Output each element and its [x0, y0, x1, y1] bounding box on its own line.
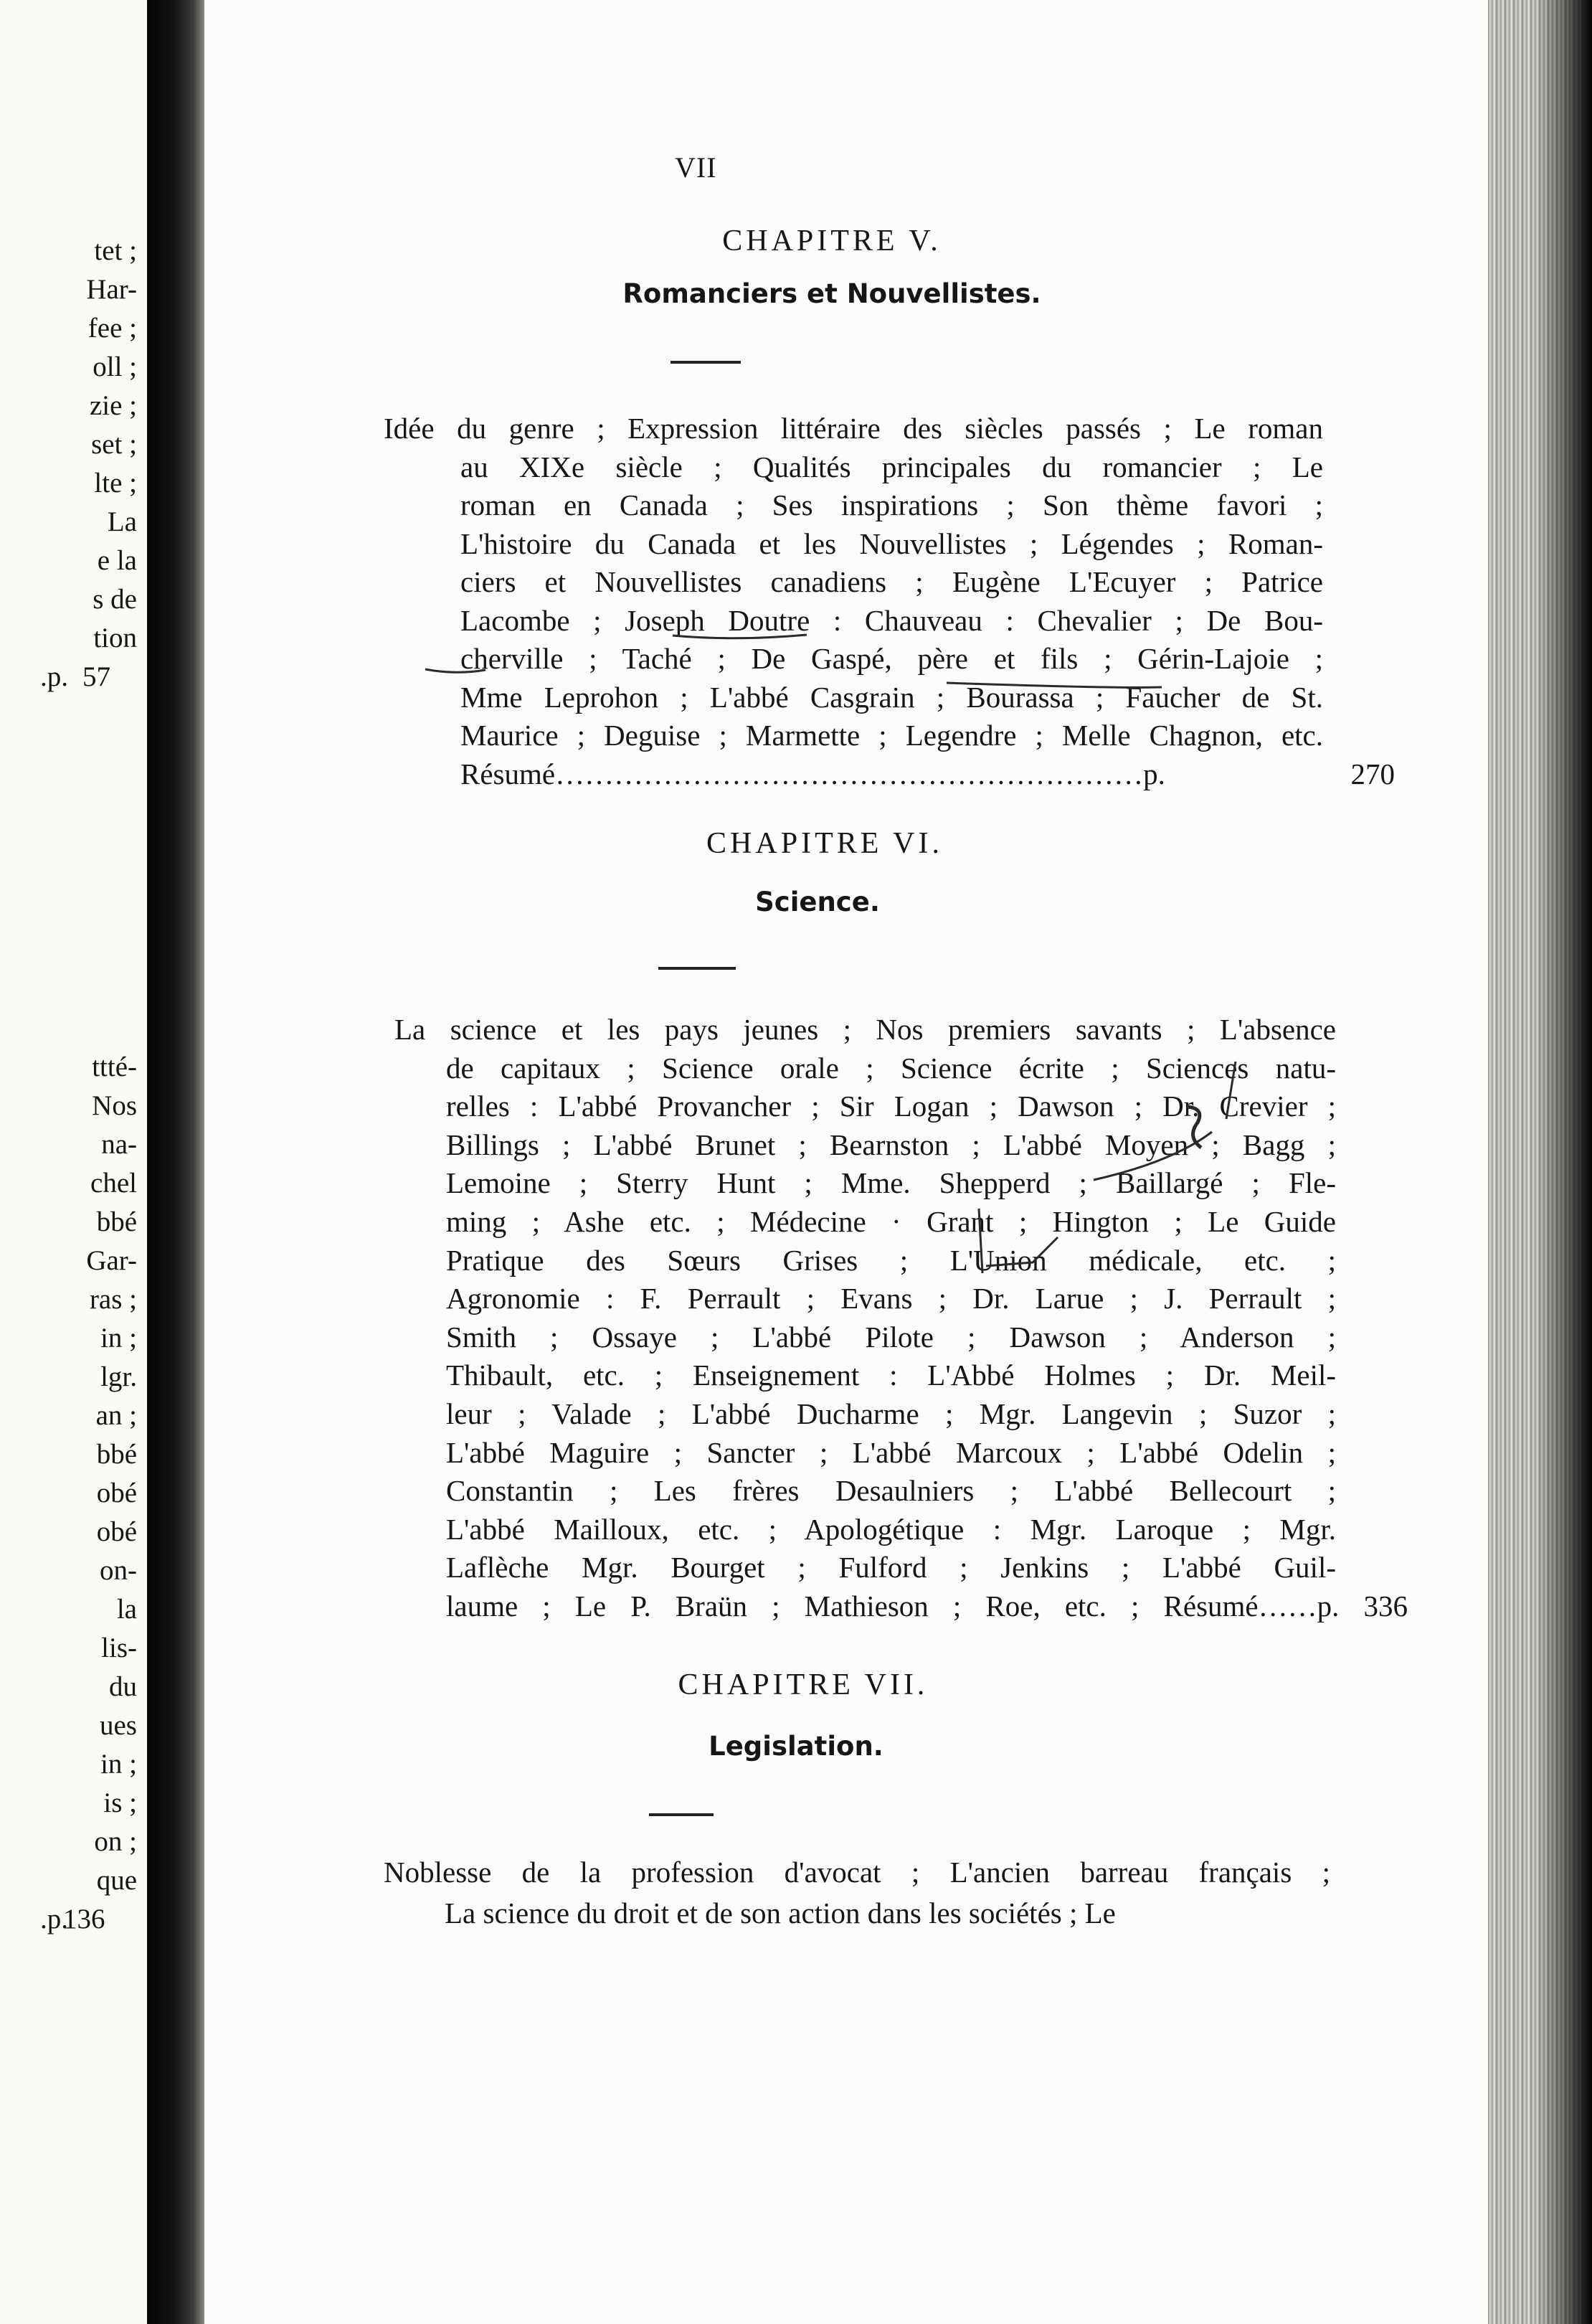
- left-page-fragment-text: chel: [90, 1168, 137, 1199]
- summary-line: de capitaux ; Science orale ; Science écrite ; Sciences natu-: [446, 1051, 1336, 1085]
- summary-line: Constantin ; Les frères Desaulniers ; L'abbé Bellecourt ;: [446, 1474, 1336, 1508]
- chapter-6-title: Science.: [755, 887, 880, 917]
- hook-mark: [986, 1237, 1058, 1266]
- summary-line: Idée du genre ; Expression littéraire des siècles passés ; Le roman: [384, 412, 1323, 445]
- book-page: [204, 0, 1488, 2324]
- left-page-fragment-text: an ;: [95, 1400, 137, 1431]
- left-page-fragment-text: e la: [97, 545, 137, 576]
- left-page-fragment-text: obé: [96, 1478, 137, 1508]
- summary-line: L'abbé Maguire ; Sancter ; L'abbé Marcoux ; L'abbé Odelin ;: [446, 1435, 1336, 1469]
- summary-line: L'abbé Mailloux, etc. ; Apologétique : Mgr. Laroque ; Mgr.: [446, 1512, 1336, 1546]
- left-page-fragment-text: on-: [100, 1555, 137, 1586]
- left-page-fragment-text: ras ;: [89, 1284, 137, 1315]
- summary-line: leur ; Valade ; L'abbé Ducharme ; Mgr. Langevin ; Suzor ;: [446, 1397, 1336, 1430]
- left-page-fragment-text: la: [116, 1594, 137, 1625]
- left-page-fragment-text: ttté-: [92, 1052, 137, 1082]
- left-page-fragment-text: obé: [96, 1516, 137, 1547]
- summary-line: relles : L'abbé Provancher ; Sir Logan ; Dawson ; Dr. Crevier ;: [446, 1090, 1336, 1123]
- left-page-fragment-text: lgr.: [100, 1361, 137, 1392]
- chapter-5-label: CHAPITRE V.: [722, 225, 942, 258]
- summary-line: Thibault, etc. ; Enseignement : L'Abbé Holmes ; Dr. Meil-: [446, 1359, 1336, 1392]
- left-page-fragment-text: lte ;: [94, 468, 137, 499]
- summary-line: Smith ; Ossaye ; L'abbé Pilote ; Dawson ; Anderson ;: [446, 1320, 1336, 1354]
- pencil-annotations: [204, 0, 1488, 2324]
- left-page-fragment-text: lis-: [101, 1633, 137, 1663]
- summary-line: Agronomie : F. Perrault ; Evans ; Dr. Larue ; J. Perrault ;: [446, 1282, 1336, 1315]
- summary-line: cherville ; Taché ; De Gaspé, père et fils ; Gérin-Lajoie ;: [460, 642, 1323, 675]
- summary-line: Résumé……………………………………………………p. 270: [460, 757, 1395, 790]
- left-page-fragment-text: .p.: [40, 1904, 68, 1935]
- left-page-fragment-text: bbé: [96, 1206, 137, 1237]
- chapter-7-label: CHAPITRE VII.: [678, 1668, 929, 1701]
- left-page-fragment-text: La: [107, 506, 137, 537]
- summary-line: Billings ; L'abbé Brunet ; Bearnston ; L'abbé Moyen ; Bagg ;: [446, 1128, 1336, 1161]
- summary-line: Maurice ; Deguise ; Marmette ; Legendre ; Melle Chagnon, etc.: [460, 719, 1323, 752]
- summary-line: ming ; Ashe etc. ; Médecine · Grant ; Hington ; Le Guide: [446, 1205, 1336, 1238]
- summary-line: La science et les pays jeunes ; Nos premiers savants ; L'absence: [394, 1013, 1336, 1046]
- margin-tick-mark: [1226, 1062, 1236, 1119]
- left-page-fragment-text: s de: [93, 584, 137, 615]
- edge-shadow: [1535, 0, 1592, 2324]
- summary-line: laume ; Le P. Braün ; Mathieson ; Roe, etc. ; Résumé……p. 336: [446, 1590, 1408, 1622]
- underline-mark: [947, 683, 1162, 687]
- summary-line: au XIXe siècle ; Qualités principales du romancier ; Le: [460, 450, 1323, 483]
- left-page-fragment: [0, 0, 147, 2324]
- summary-line: Lacombe ; Joseph Doutre : Chauveau : Chevalier ; De Bou-: [460, 603, 1323, 637]
- left-page-fragment-text: tet ;: [94, 235, 137, 266]
- left-page-number: 57: [82, 661, 110, 692]
- left-page-fragment-text: Nos: [92, 1090, 137, 1121]
- left-page-fragment-text: is ;: [103, 1787, 137, 1818]
- left-page-fragment-text: que: [96, 1865, 137, 1896]
- chapter-6-label: CHAPITRE VI.: [706, 827, 943, 860]
- summary-line: Pratique des Sœurs Grises ; L'Union médicale, etc. ;: [446, 1243, 1336, 1277]
- left-page-fragment-text: zie ;: [89, 390, 137, 421]
- summary-line: L'histoire du Canada et les Nouvellistes ; Légendes ; Roman-: [460, 526, 1323, 560]
- left-page-number: 136: [63, 1904, 105, 1935]
- left-page-fragment-text: tion: [93, 623, 137, 653]
- book-gutter: [147, 0, 204, 2324]
- summary-line: ciers et Nouvellistes canadiens ; Eugène L'Ecuyer ; Patrice: [460, 565, 1323, 598]
- underline-mark: [673, 635, 807, 638]
- summary-line: roman en Canada ; Ses inspirations ; Son thème favori ;: [460, 488, 1323, 521]
- left-page-fragment-text: bbé: [96, 1439, 137, 1470]
- left-page-fragment-text: in ;: [100, 1323, 137, 1354]
- chapter-5-title: Romanciers et Nouvellistes.: [622, 278, 1041, 309]
- left-page-fragment-text: fee ;: [87, 313, 137, 344]
- hook-mark: [979, 1209, 982, 1273]
- left-page-fragment-text: oll ;: [93, 351, 137, 382]
- left-page-fragment-text: Har-: [86, 274, 137, 305]
- chapter-7-title: Legislation.: [709, 1731, 883, 1762]
- left-page-fragment-text: .p.: [40, 661, 68, 692]
- summary-line: Lemoine ; Sterry Hunt ; Mme. Shepperd ; Baillargé ; Fle-: [446, 1166, 1336, 1200]
- underline-mark: [425, 669, 485, 672]
- summary-line: La science du droit et de son action dans les sociétés ; Le: [445, 1896, 1116, 1929]
- summary-line: Mme Leprohon ; L'abbé Casgrain ; Bourassa ; Faucher de St.: [460, 680, 1323, 714]
- left-page-fragment-text: on ;: [94, 1826, 137, 1857]
- left-page-fragment-text: Gar-: [86, 1245, 137, 1276]
- summary-line: Laflèche Mgr. Bourget ; Fulford ; Jenkins ; L'abbé Guil-: [446, 1551, 1336, 1584]
- left-page-fragment-text: set ;: [91, 429, 137, 460]
- left-page-fragment-text: na-: [101, 1129, 137, 1160]
- page-number-header: VII: [675, 151, 717, 184]
- left-page-fragment-text: du: [109, 1671, 137, 1702]
- left-page-fragment-text: ues: [100, 1710, 137, 1741]
- left-page-fragment-text: in ;: [100, 1749, 137, 1780]
- summary-line: Noblesse de la profession d'avocat ; L'ancien barreau français ;: [384, 1856, 1330, 1889]
